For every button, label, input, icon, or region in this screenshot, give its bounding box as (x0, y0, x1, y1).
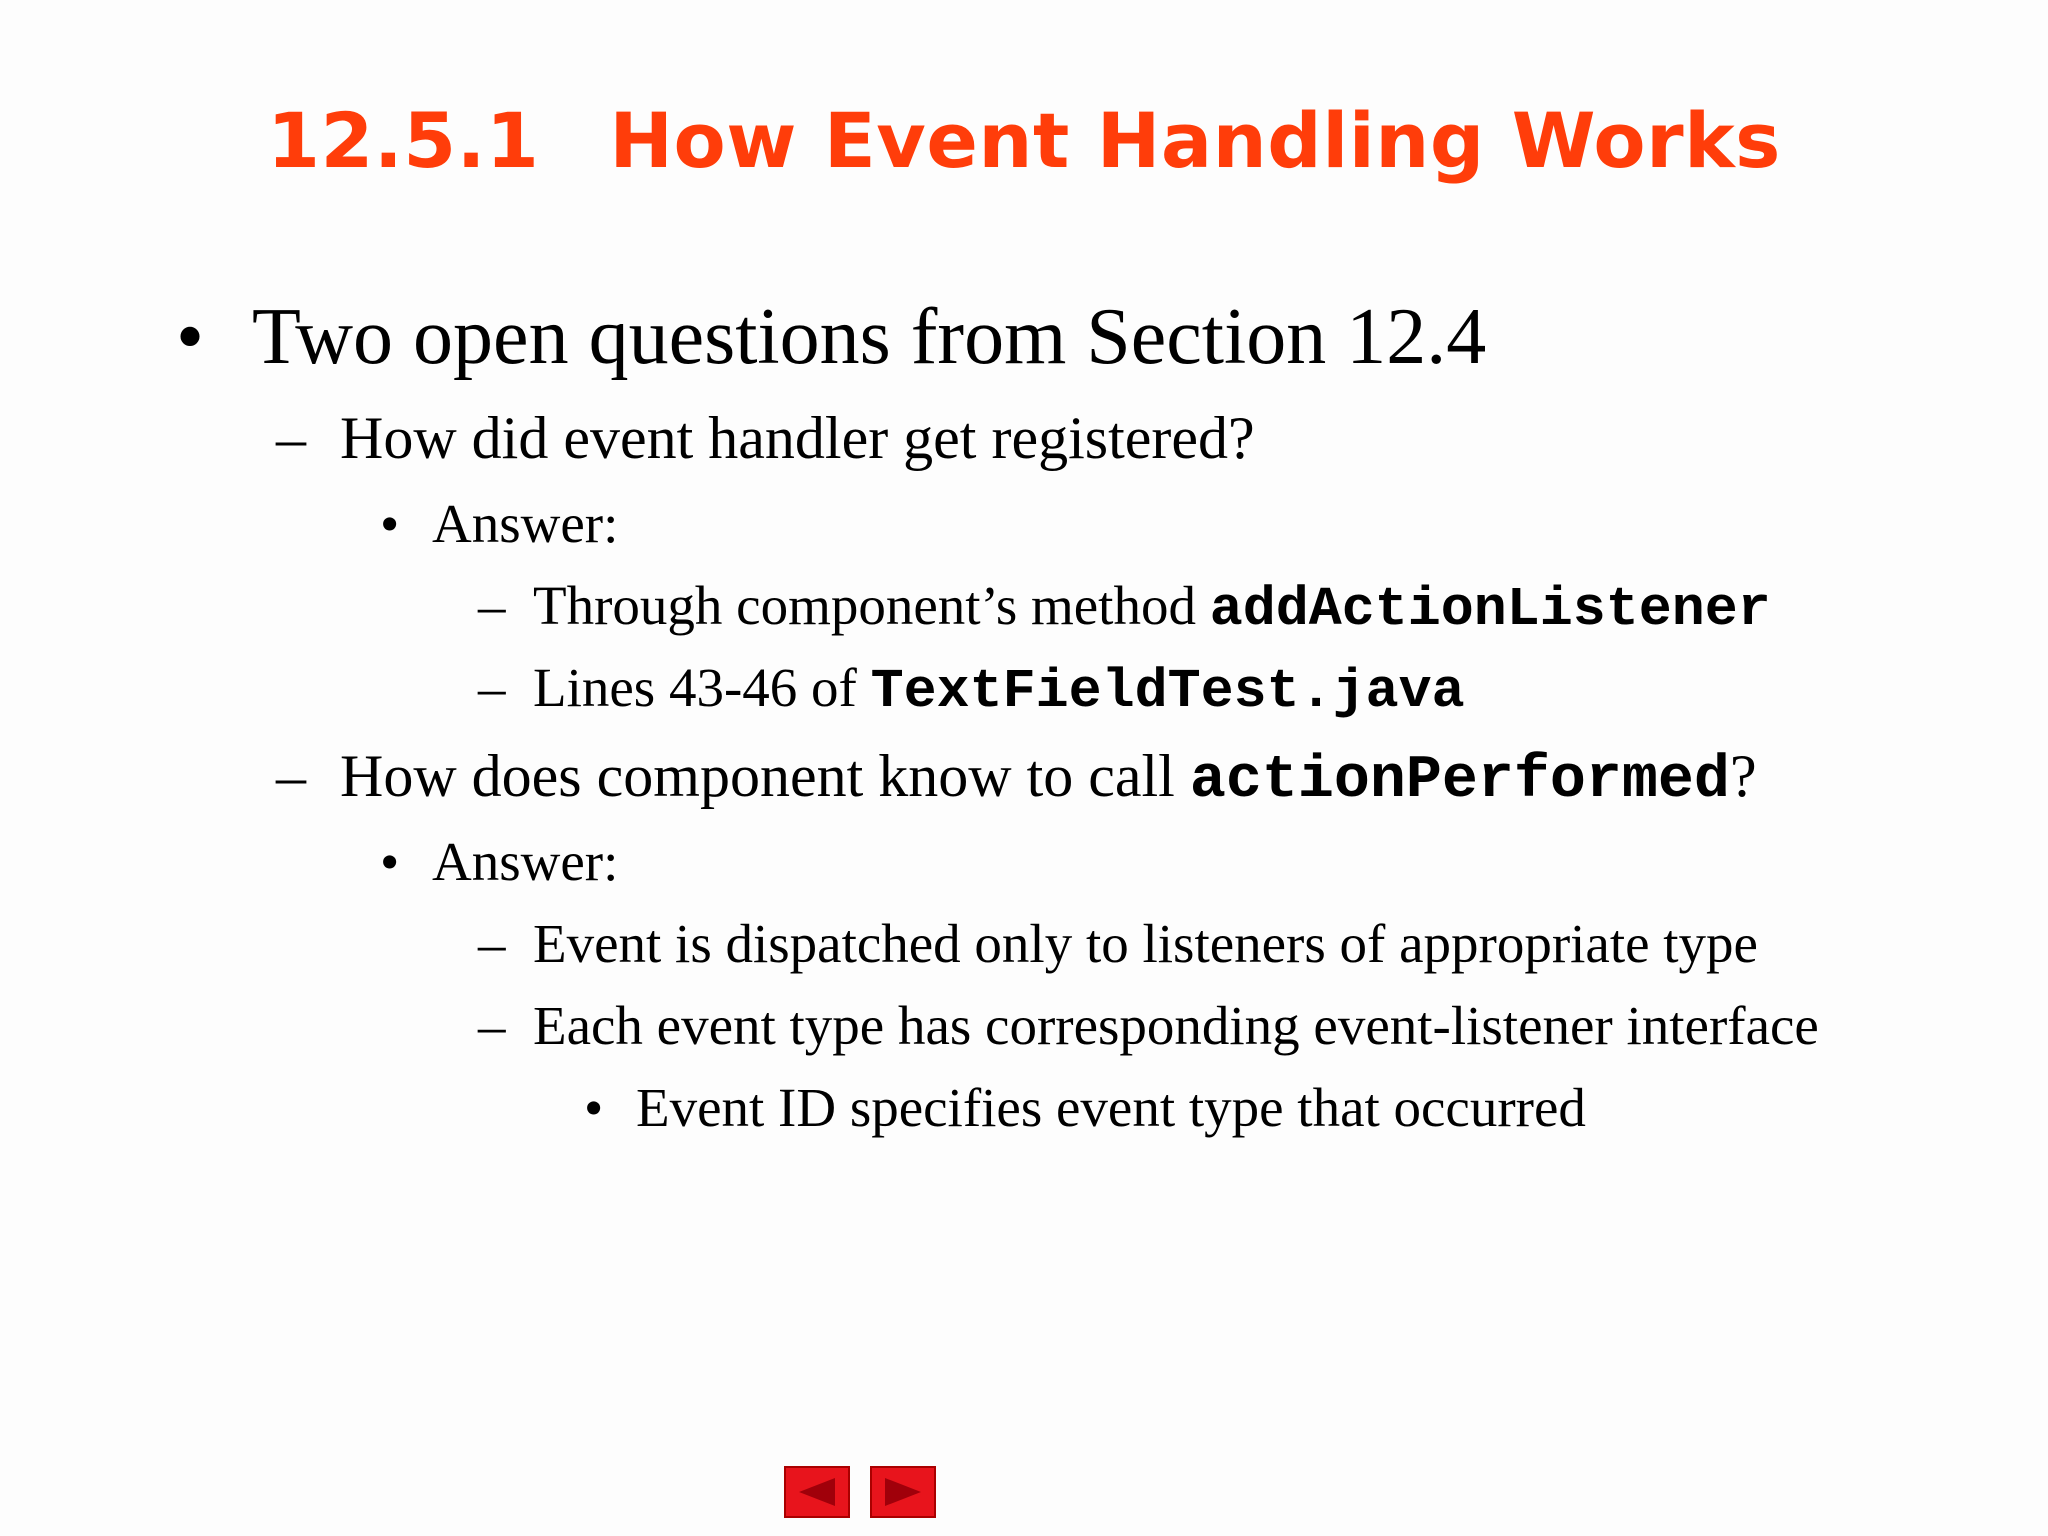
dash-icon: – (478, 657, 506, 718)
dash-icon: – (478, 913, 506, 974)
question-2 (340, 742, 1757, 815)
bullet-icon: • (584, 1077, 604, 1138)
answer-1-item-2-code: TextFieldTest.java (870, 660, 1465, 723)
left-triangle-icon (795, 1475, 839, 1509)
title-text: How Event Handling Works (609, 96, 1781, 185)
answer-2-item-2-sub-text: Event ID specifies event type that occurred (636, 1077, 1586, 1138)
bullet-level1 (252, 292, 1486, 383)
right-triangle-icon (881, 1475, 925, 1509)
answer-1-label-text: Answer: (432, 493, 619, 554)
question-1 (340, 404, 1255, 473)
answer-1-item-1 (533, 574, 1771, 641)
answer-2-label (432, 830, 618, 893)
answer-1-item-2 (533, 656, 1465, 723)
question-2-text: How does component know to call (340, 743, 1190, 809)
question-2-suffix: ? (1729, 743, 1757, 809)
bullet-icon: • (380, 493, 400, 554)
prev-slide-button[interactable] (784, 1466, 850, 1518)
answer-2-item-2-text: Each event type has corresponding event-listener interface (533, 995, 1819, 1056)
answer-1-item-1-text: Through component’s method (533, 575, 1210, 636)
slide-title (0, 96, 2048, 185)
dash-icon: – (478, 575, 506, 636)
answer-2-label-text: Answer: (432, 831, 619, 892)
bullet-level1-text: Two open questions from Section 12.4 (252, 293, 1487, 381)
title-number: 12.5.1 (267, 96, 540, 185)
question-2-code: actionPerformed (1189, 747, 1730, 815)
answer-2-item-2-sub (636, 1076, 1586, 1139)
answer-1-label (432, 492, 618, 555)
bullet-icon: • (380, 831, 400, 892)
answer-2-item-1 (533, 912, 1758, 975)
question-1-text: How did event handler get registered? (340, 405, 1255, 471)
dash-icon: – (276, 405, 306, 471)
answer-1-item-2-text: Lines 43-46 of (533, 657, 871, 718)
bullet-icon: • (176, 293, 205, 381)
next-slide-button[interactable] (870, 1466, 936, 1518)
dash-icon: – (276, 743, 306, 809)
answer-1-item-1-code: addActionListener (1209, 578, 1771, 641)
answer-2-item-1-text: Event is dispatched only to listeners of appropriate type (533, 913, 1758, 974)
dash-icon: – (478, 995, 506, 1056)
answer-2-item-2 (533, 994, 1819, 1057)
